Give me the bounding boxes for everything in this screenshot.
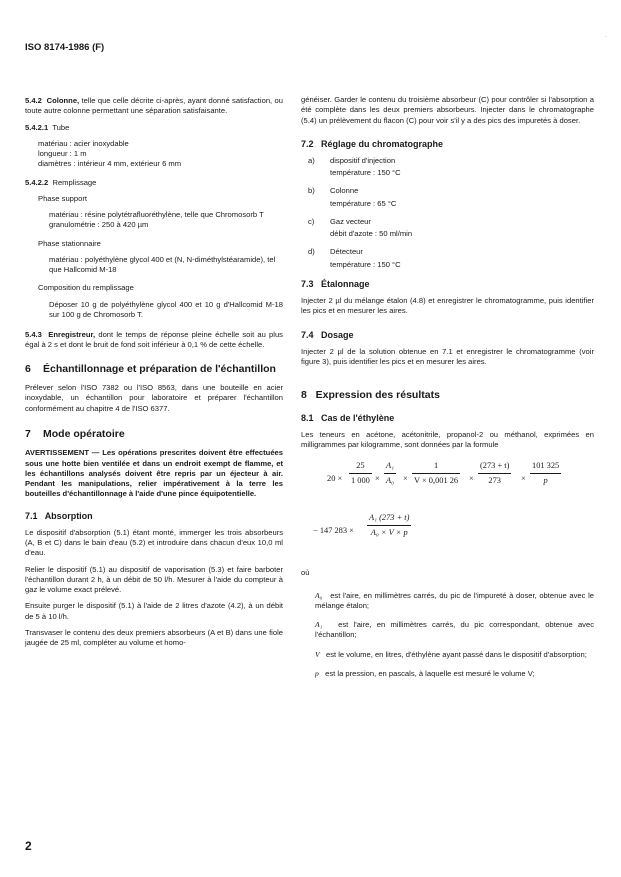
clause-5-4-3: 5.4.3 Enregistreur, dont le temps de réponse pleine échelle soit au plus égal à 2 s et dont le bruit de fond soit inférieur à 0,1 % de cette échelle. (25, 330, 283, 350)
concentration-formula (301, 456, 594, 562)
formula-operator: × (469, 474, 474, 484)
page-number: 2 (25, 839, 32, 853)
formula-fraction: $\frac{25}{1 000}$ (351, 461, 370, 485)
clause-7-2-heading: 7.2 Réglage du chromatographe (301, 138, 444, 149)
section-6-text: Prélever selon l'ISO 7382 ou l'ISO 8563, dans une bouteille en acier inoxydable, un échantillon pour laboratoire et préparer l'échantillon conformément au chapitre 4 de l'ISO 6377. (25, 383, 283, 413)
setting-value: température : 150 °C (330, 259, 401, 269)
chromatograph-settings (301, 156, 594, 270)
formula-operator: × (403, 474, 408, 484)
setting-value: température : 150 °C (330, 168, 401, 178)
symbol-definitions (301, 591, 594, 680)
setting-item: a) dispositif d'injection (308, 155, 396, 165)
formula-fraction: $\frac{101 325}{p}$ (532, 461, 560, 485)
section-8-heading: 8 Expression des résultats (301, 389, 440, 402)
setting-item: d) Détecteur (308, 247, 363, 257)
clause-7-3-heading: 7.3 Étalonnage (301, 278, 370, 289)
setting-item: c) Gaz vecteur (308, 216, 371, 226)
clause-8-1-heading: 8.1 Cas de l'éthylène (301, 412, 395, 423)
clause-5-4-2: 5.4.2 Colonne, telle que celle décrite ci-après, ayant donné satisfaction, ou toute autre colonne permettant une séparation satisfaisante. (25, 96, 283, 116)
absorption-para-4: Transvaser le contenu des deux premiers absorbeurs (A et B) dans une fiole jaugée de 25 ml, compléter au volume et homo- (25, 627, 283, 648)
formula-operator: × (375, 474, 380, 484)
definition-item: A₀ est l'aire, en millimètres carrés, du pic de l'impureté à doser, obtenue avec le mélange étalon; (315, 590, 594, 610)
formula-fraction: $\frac{(273 + t)}{273}$ (480, 461, 510, 485)
right-column (301, 95, 594, 679)
phase-support-spec: matériau : résine polytétrafluoréthylène, telle que Chromosorb T granulométrie : 250 à 420 µm (49, 210, 264, 230)
etalonnage-text: Injecter 2 µl du mélange étalon (4.8) et enregistrer le chromatogramme, puis identifier les pics et en mesurer les aires. (301, 296, 594, 316)
formula-fraction: $\frac{\text{A₁}}{\text{A₀}}$ (386, 461, 395, 485)
section-7-heading: 7 Mode opératoire (25, 427, 125, 440)
ou-label: où (301, 568, 310, 578)
formula-coef: 20 × (327, 474, 343, 484)
clause-7-4-heading: 7.4 Dosage (301, 329, 354, 340)
formula-coef: − 147 283 × (313, 526, 354, 536)
setting-value: température : 65 °C (330, 198, 397, 208)
definition-item: V est le volume, en litres, d'éthylène ayant passé dans le dispositif d'absorption; (315, 649, 587, 659)
definition-item: A₁ est l'aire, en millimètres carrés, du pic correspondant, obtenue avec l'échantillon; (315, 620, 594, 640)
phase-support-title: Phase support (38, 193, 87, 203)
formula-fraction: $\frac{\text{A₁ (273 + t)}}{\text{A₀ × V × p}}$ (369, 513, 410, 537)
dosage-text: Injecter 2 µl de la solution obtenue en 7.1 et enregistrer le chromatogramme (voir figure 3), puis identifier les pics et en mesurer les aires. (301, 346, 594, 366)
phase-stationnaire-spec: matériau : polyéthylène glycol 400 et (N, N-diméthylstéaramide), tel que Hallcomid M-18 (49, 254, 276, 274)
absorption-para-1: Le dispositif d'absorption (5.1) étant monté, immerger les trois absorbeurs (A, B et C) dans le bain d'eau (5.2) et introduire dans chacun d'eux 10,0 ml d'eau. (25, 527, 283, 558)
section-6-heading: 6 Échantillonnage et préparation de l'échantillon (25, 362, 276, 375)
corner-mark: · (605, 34, 607, 40)
absorption-para-2: Relier le dispositif (5.1) au dispositif de vaporisation (5.3) et faire barboter l'échantillon durant 2 h, à un débit de 50 l/h. Mesurer à l'aide du compteur à gaz le volume exact prélevé. (25, 564, 283, 595)
clause-5-4-2-2: 5.4.2.2 Remplissage (25, 177, 97, 187)
formula-intro: Les teneurs en acétone, acétonitrile, propanol-2 ou méthanol, exprimées en milligrammes par kilogramme, sont données par la formule (301, 429, 594, 450)
absorption-continuation: généiser. Garder le contenu du troisième absorbeur (C) pour contrôler si l'absorption a été complète dans les deux premiers absorbeurs. Injecter dans le chromatographe (5.4) un prélèvement du flacon (C) pour voir s'il y a des pics des impuretés à doser. (301, 95, 594, 125)
clause-7-1-heading: 7.1 Absorption (25, 510, 93, 521)
formula-operator: × (521, 474, 526, 484)
clause-5-4-2-1: 5.4.2.1 Tube (25, 122, 70, 132)
definition-item: p est la pression, en pascals, à laquelle est mesuré le volume V; (315, 668, 535, 678)
warning-text: AVERTISSEMENT — Les opérations prescrites doivent être effectuées sous une hotte bien ventilée et dans un endroit exempt de flamme, et les échantillons analysés doivent être repris par un éjecteur à air. Pendant les manipulations, relier impérativement à la terre les bouteilles d'échantillonnage à l'aide d'une pince équipotentielle. (25, 448, 283, 499)
page-header: ISO 8174-1986 (F) (25, 42, 105, 53)
composition-text: Déposer 10 g de polyéthylène glycol 400 et 10 g d'Hallcomid M-18 sur 100 g de Chromosorb T. (49, 299, 283, 319)
absorption-para-3: Ensuite purger le dispositif (5.1) à l'aide de 2 litres d'azote (4.2), à un débit de 5 à 10 l/h. (25, 601, 283, 621)
setting-value: débit d'azote : 50 ml/min (330, 229, 413, 239)
composition-title: Composition du remplissage (38, 283, 134, 293)
setting-item: b) Colonne (308, 186, 359, 196)
left-column (25, 96, 283, 654)
formula-fraction: $\frac{1}{V \times 0,001 26}$ (414, 461, 459, 485)
tube-spec: matériau : acier inoxydable longueur : 1 m diamètres : intérieur 4 mm, extérieur 6 mm (38, 138, 182, 169)
phase-stationnaire-title: Phase stationnaire (38, 238, 101, 248)
